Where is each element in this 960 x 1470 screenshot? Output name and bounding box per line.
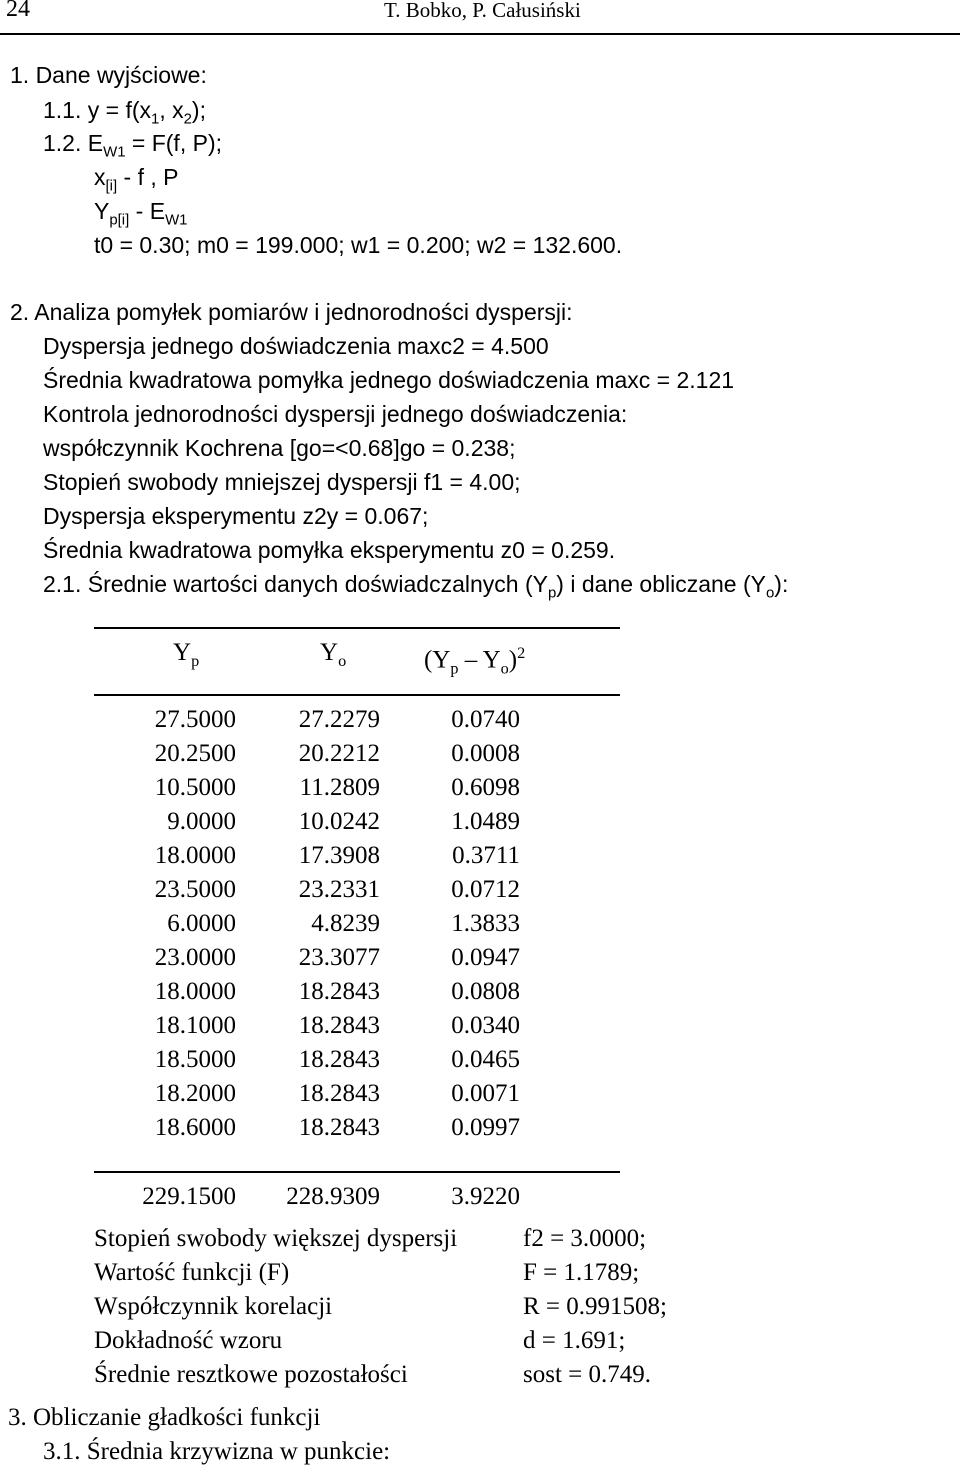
cell-yp: 18.0000 xyxy=(154,842,236,869)
cell-yp: 27.5000 xyxy=(154,706,236,733)
section-2-line: Stopień swobody mniejszej dyspersji f1 = 4.00; xyxy=(43,469,521,495)
running-header-authors: T. Bobko, P. Całusiński xyxy=(384,0,581,22)
cell-yp: 9.0000 xyxy=(167,808,236,835)
cell-yp: 10.5000 xyxy=(154,774,236,801)
section-2-line: Średnia kwadratowa pomyłka eksperymentu z0 = 0.259. xyxy=(43,537,616,563)
table-totals-rule xyxy=(94,1171,620,1173)
cell-yo: 18.2843 xyxy=(298,1080,380,1107)
y-variable-line: $Y_{p[i]} - E_{W1}$ xyxy=(94,198,188,229)
cell-diff: 0.0808 xyxy=(451,978,520,1005)
cell-yo: 23.3077 xyxy=(298,944,380,971)
total-yo: 228.9309 xyxy=(286,1183,380,1210)
cell-yo: 18.2843 xyxy=(298,1114,380,1141)
stat-value: R = 0.991508; xyxy=(523,1293,667,1320)
stat-value: F = 1.1789; xyxy=(523,1259,640,1286)
cell-yp: 18.5000 xyxy=(154,1046,236,1073)
section-2-line: współczynnik Kochrena [go=<0.68]go = 0.238; xyxy=(43,435,516,461)
section-2-line: Kontrola jednorodności dyspersji jednego doświadczenia: xyxy=(43,401,628,427)
cell-yp: 18.6000 xyxy=(154,1114,236,1141)
cell-yo: 18.2843 xyxy=(298,1046,380,1073)
item-1-2: 1.2. $E_{W1} = F(f$, P); xyxy=(43,130,222,161)
cell-yo: 11.2809 xyxy=(299,774,380,801)
item-1-1: 1.1. $y = f(x_1$, $x_2$); xyxy=(43,97,206,128)
cell-yp: 6.0000 xyxy=(167,910,236,937)
cell-yp: 23.0000 xyxy=(154,944,236,971)
cell-diff: 0.0465 xyxy=(451,1046,520,1073)
cell-diff: 1.3833 xyxy=(451,910,520,937)
column-header-squared-difference: $(Y_p - Y_o)^2$ xyxy=(424,644,526,678)
cell-diff: 0.0997 xyxy=(451,1114,520,1141)
section-3-title: 3. Obliczanie gładkości funkcji xyxy=(8,1404,321,1431)
stat-label: Współczynnik korelacji xyxy=(94,1293,333,1320)
cell-yo: 18.2843 xyxy=(298,1012,380,1039)
cell-yo: 4.8239 xyxy=(311,910,380,937)
subsection-2-1-heading: 2.1. Średnie wartości danych doświadczalnych $(Y_p)$ i dane obliczane $(Y_o)$: xyxy=(43,571,789,602)
cell-diff: 0.0340 xyxy=(451,1012,520,1039)
column-header-yp: $Y_p$ xyxy=(173,639,200,670)
stat-value: sost = 0.749. xyxy=(523,1361,652,1388)
cell-diff: 0.0712 xyxy=(451,876,520,903)
cell-yp: 18.1000 xyxy=(154,1012,236,1039)
cell-yo: 10.0242 xyxy=(298,808,380,835)
cell-diff: 0.0008 xyxy=(451,740,520,767)
cell-diff: 0.0947 xyxy=(451,944,520,971)
header-divider xyxy=(0,33,960,35)
stat-label: Dokładność wzoru xyxy=(94,1327,283,1354)
cell-diff: 0.0740 xyxy=(451,706,520,733)
section-2-line: Dyspersja eksperymentu z2y = 0.067; xyxy=(43,503,429,529)
parameters-line: t0 = 0.30; m0 = 199.000; w1 = 0.200; w2 = 132.600. xyxy=(94,232,623,258)
cell-diff: 0.0071 xyxy=(451,1080,520,1107)
table-top-rule xyxy=(94,627,620,629)
cell-yp: 18.2000 xyxy=(154,1080,236,1107)
item-3-1: 3.1. Średnia krzywizna w punkcie: xyxy=(43,1438,391,1465)
stat-label: Średnie resztkowe pozostałości xyxy=(94,1361,408,1388)
cell-yp: 18.0000 xyxy=(154,978,236,1005)
stat-value: d = 1.691; xyxy=(523,1327,626,1354)
cell-diff: 0.6098 xyxy=(451,774,520,801)
cell-yo: 20.2212 xyxy=(298,740,380,767)
table-header-rule xyxy=(94,694,620,696)
stat-label: Wartość funkcji (F) xyxy=(94,1259,290,1286)
stat-value: f2 = 3.0000; xyxy=(523,1225,647,1252)
cell-diff: 0.3711 xyxy=(452,842,520,869)
x-variable-line: $x_{[i]}$ - f , P xyxy=(94,164,179,195)
cell-yo: 23.2331 xyxy=(298,876,380,903)
cell-yp: 20.2500 xyxy=(154,740,236,767)
section-1-title: 1. Dane wyjściowe: xyxy=(10,62,207,88)
page-number: 24 xyxy=(6,0,30,22)
cell-diff: 1.0489 xyxy=(451,808,520,835)
total-yp: 229.1500 xyxy=(142,1183,236,1210)
cell-yo: 27.2279 xyxy=(298,706,380,733)
column-header-yo: $Y_o$ xyxy=(320,639,347,670)
stat-label: Stopień swobody większej dyspersji xyxy=(94,1225,458,1252)
section-2-title: 2. Analiza pomyłek pomiarów i jednorodności dyspersji: xyxy=(10,299,573,325)
section-2-line: Dyspersja jednego doświadczenia maxc2 = 4.500 xyxy=(43,333,549,359)
total-diff: 3.9220 xyxy=(451,1183,520,1210)
cell-yo: 18.2843 xyxy=(298,978,380,1005)
cell-yp: 23.5000 xyxy=(154,876,236,903)
section-2-line: Średnia kwadratowa pomyłka jednego doświadczenia maxc = 2.121 xyxy=(43,367,735,393)
cell-yo: 17.3908 xyxy=(298,842,380,869)
